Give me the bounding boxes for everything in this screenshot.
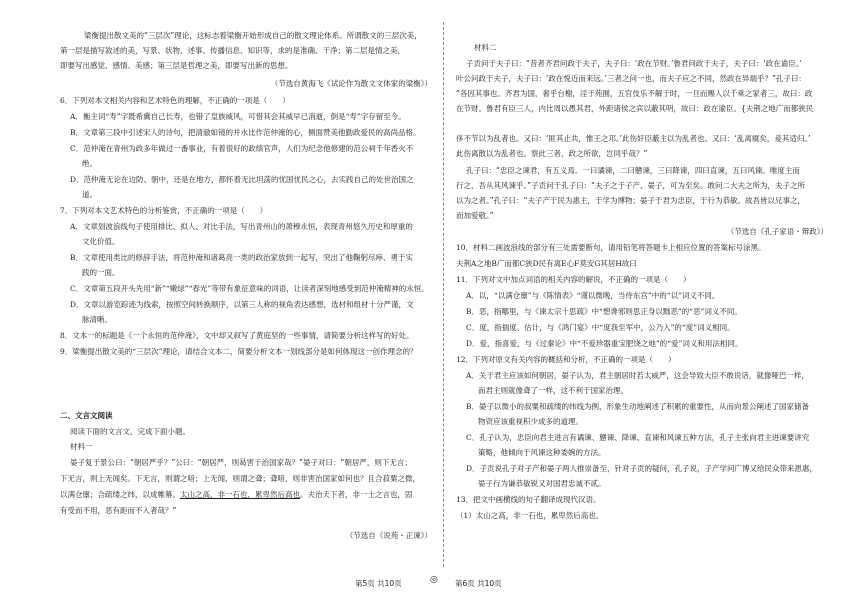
question-6-option-c: C．范仲淹在青州为政多年做过一番事业，有着很好的政绩官声，人们为纪念他修建的范公祠千年香火不: [70, 144, 414, 153]
material-2-line-7: 此伤离散以为乱者也。察此三者，政之所欲，岂同乎哉？”: [456, 149, 648, 158]
question-7-option-d-cont: 脉清晰。: [82, 315, 112, 324]
question-7-option-c: C．文章第五段开头先用“新”“嫩绿”“春光”等带有象征意味的词语，让读者深刻地感受到范仲淹精神的永恒。: [70, 284, 429, 293]
material-1-line-2: 下无言，则上无闻矣。下无言，则谓之喑；上无闻，则谓之聋；聋喑，则非害治国家如何也？且合菽粟之微，: [60, 474, 420, 483]
page-divider: [443, 22, 444, 567]
question-12-option-b-cont: 物资应该重视积少成多的道理。: [478, 417, 583, 426]
source-citation-1: （节选自黄海飞《试论作为散文文体家的梁衡》）: [270, 79, 432, 88]
binding-mark: ◎: [430, 575, 438, 585]
question-6-option-b: B．文章第三段中引述宋人的诗句，把清澈如镜的井水比作范仲淹的心，侧面赞美他勤政爱民的高尚品格。: [70, 128, 421, 137]
material-2b-line-1: 孔子曰：“忠臣之谏君，有五义焉。一曰谲谏，二曰戆谏，三曰降谏，四曰直谏，五曰风谏。唯度主而: [466, 166, 800, 175]
reading-instruction: 阅读下面的文言文，完成下面小题。: [70, 427, 190, 436]
question-12-option-a-cont: 而君主则就像聋了一样，这不利于国家治理。: [478, 386, 628, 395]
question-12-option-d-cont: 晏子行为谦恭敏锐又对国君忠诚不贰。: [478, 479, 606, 488]
question-6-option-a: A．衡主词“寿”字既希冀自己长寿，也错了皇族威风，可惜其会其威早已消逝，倒是“寿”字存留至今。: [70, 112, 406, 121]
question-10: 10．材料二画波浪线的部分有三处需要断句，请用铅笔将答题卡上相应位置的答案标号涂黑。: [456, 243, 766, 252]
material-2-line-2: 叶公问政于夫子，夫子曰：‘政在悦近而来远。’三者之问一也，而夫子应之不同，然政在异端乎？”孔子曰：: [456, 74, 806, 83]
material-1-line-1: 晏子复于景公曰：“朝居严乎？”公曰：“朝居严，则曷害于治国家哉？”晏子对曰：“朝居严，则下无言；: [70, 458, 412, 467]
question-12-option-c: C．孔子认为，忠臣向君主进言有谲谏、戆谏、降谏、直谏和风谏五种方法，孔子主张向君主进谏要讲究: [466, 433, 810, 442]
question-12-option-b: B．晏子以微小的叔粟和疏缕的纬线为例，形象生动地阐述了积累的重要性，从而向景公阐述了国家储备: [466, 402, 810, 411]
underlined-sentence: 太山之高，非一石也，累卑然后高也: [180, 490, 300, 499]
material-1-line-4: 有受而不用，恶有距而不入者哉？”: [60, 506, 177, 515]
page-number-left: 第5页 共10页: [355, 579, 402, 588]
question-7-option-a: A．文章划波浪线句子使用排比、拟人、对比手法，写出青州山的萧穆永恒，表现青州悠久历史和厚重的: [70, 222, 413, 231]
question-7-option-d: D．文章以游览踪迹为线索，按照空间转换顺序，以第三人称的视角表达感想，选材和组材十分严谨，文: [70, 300, 414, 309]
question-12-option-a: A．关于君主应该如何朝居，晏子认为，君主朝居时若太威严，这会导致大臣不敢说话，就像哑巴一样，: [466, 371, 809, 380]
question-11-option-b: B．恶，指哪里，与《谏太宗十思疏》中“想谗邪则思正身以黜恶”的“恶”词义不同。: [466, 307, 742, 316]
material-2-line-4: [456, 103, 813, 114]
section-heading: 二、文言文阅读: [60, 411, 113, 420]
material-2-line-1: 子贡问于夫子曰：“昔者齐君问政于夫子，夫子曰：‘政在节财。’鲁君问政于夫子，夫子曰：‘政在谕臣。’: [466, 59, 802, 68]
source-citation-3: （节选自《孔子家语・辩政》）: [726, 227, 828, 236]
question-6-option-d: D．范仲淹无论在边防、朝中，还是在地方，都怀着无比坦荡的忧国忧民之心，去实践自己的处世治国之: [70, 175, 414, 184]
material-1-line-3: [60, 489, 413, 500]
source-citation-2: （节选自《说苑・正谏》）: [345, 531, 432, 540]
material-2-title: 材料二: [474, 43, 497, 52]
material-2-line-3: “各因其事也。齐君为国，奢乎台榭，淫于苑囿，五官伎乐不解于时，一旦而赐人以千乘之家者三，故曰：政: [456, 89, 813, 98]
material-2-line-4-a: 在节财。鲁君有臣三人，内比周以愚其君，外距诸侯之宾以蔽其明，故曰：政在谕臣。{夫荆之地广而都狭民: [456, 104, 814, 113]
question-6-option-d-cont: 道。: [82, 190, 97, 199]
material-1-line-3-c: 。夫治天下者，非一士之言也，固: [300, 490, 413, 499]
question-11-stem: 11．下列对文中加点词语的相关内容的解说，不正确的一项是（ ）: [456, 275, 691, 284]
intro-line-2: 第一层是描写敘述的美，写景、状物、述事、传播信息、知识等，求的是准确、干净；第二层是情之美，: [60, 46, 405, 55]
intro-line-1: 梁衡提出散文美的“三层次”理论，这标志着梁衡开始形成自己的散文理论体系。所谓散文的三层次美，: [84, 31, 422, 40]
material-1-line-3-a: 以满仓廪；合疏缕之纬，以成帷幕。: [60, 490, 180, 499]
intro-line-3: 即要写出感觉、感情、美感；第三层是哲理之美，即要写出新的思想。: [60, 61, 293, 70]
question-12-option-d: D．子贡说孔子对子产和晏子两人推崇备至，针对子贡的疑问，孔子说，子产学问广博又给民众带来恩惠，: [466, 464, 818, 473]
material-2b-line-2: 行之，吾从其风谏乎。”子贡问于孔子曰：“夫子之于子产、晏子，可为至矣。敢问二大夫之所为，夫子之所: [456, 181, 806, 190]
question-9: 9．梁衡提出散文美的“三层次”理论，请结合文本二，简要分析文本一划线部分是如何体现这一创作理念的？: [60, 347, 418, 356]
material-1-title: 材料一: [70, 442, 93, 451]
question-12-option-c-cont: 策略，他倾向于风谏这种委婉的方法。: [478, 448, 606, 457]
question-8: 8．文本一的标题是《一个永恒的范仲淹》，文中却又叙写了黄庭坚的一些事情，请简要分析这样写的好处。: [60, 331, 414, 340]
question-13: 13．把文中画横线的句子翻译成现代汉语。: [456, 495, 601, 504]
page-number-right: 第6页 共10页: [455, 579, 502, 588]
material-2b-line-3: 以为之者。”孔子曰：“夫子产于民为惠主，于学为博物；晏子于君为忠臣，于行为恭敏。故吾皆以兄事之，: [456, 196, 806, 205]
question-6-stem: 6．下列对本文相关内容和艺术特色的理解，不正确的一项是（ ）: [60, 96, 290, 105]
question-7-option-b-cont: 践的一面。: [82, 268, 120, 277]
question-7-stem: 7．下列对本文艺术特色的分析鉴赏，不正确的一项是（ ）: [60, 206, 268, 215]
question-11-option-a: A．以，“以满仓廪”与《陈情表》“谨以微晚，当侍东宫”中的“以”词义不同。: [466, 291, 720, 300]
question-12-stem: 12．下列对原文有关内容的概括和分析，不正确的一项是（ ）: [456, 355, 676, 364]
material-2-line-6: 侈不节以为乱者也。又曰：‘匪其止共，惟王之邛。’此伤奸臣蔽主以为乱者也。又曰：‘乱离瘼矣，爰其适归。’: [456, 134, 811, 143]
material-2b-line-4: 而加爱敬。”: [456, 211, 494, 220]
question-6-option-c-cont: 绝。: [82, 159, 97, 168]
question-7-option-a-cont: 文化价值。: [82, 237, 120, 246]
question-7-option-b: B．文章使用类比的修辞手法，将范仲淹和诸葛亮一类的政治家放到一起写，突出了他鞠躬尽瘁、勇于实: [70, 253, 414, 262]
question-11-option-d: D．爱，指喜爱，与《过秦论》中“不爱珍器重宝肥饶之地”的“爱”词义和用法相同。: [466, 339, 743, 348]
question-11-option-c: C．度，指揣度、估计，与《鸿门宴》中“度我至军中，公乃入”的“度”词义相同。: [466, 323, 735, 332]
question-10-options: 夫荆A之地B广而都C狭D民有离E心F莫安G其居H故曰: [456, 259, 637, 268]
question-13-item-1: （1）太山之高，非一石也，累卑然后高也。: [456, 511, 604, 520]
